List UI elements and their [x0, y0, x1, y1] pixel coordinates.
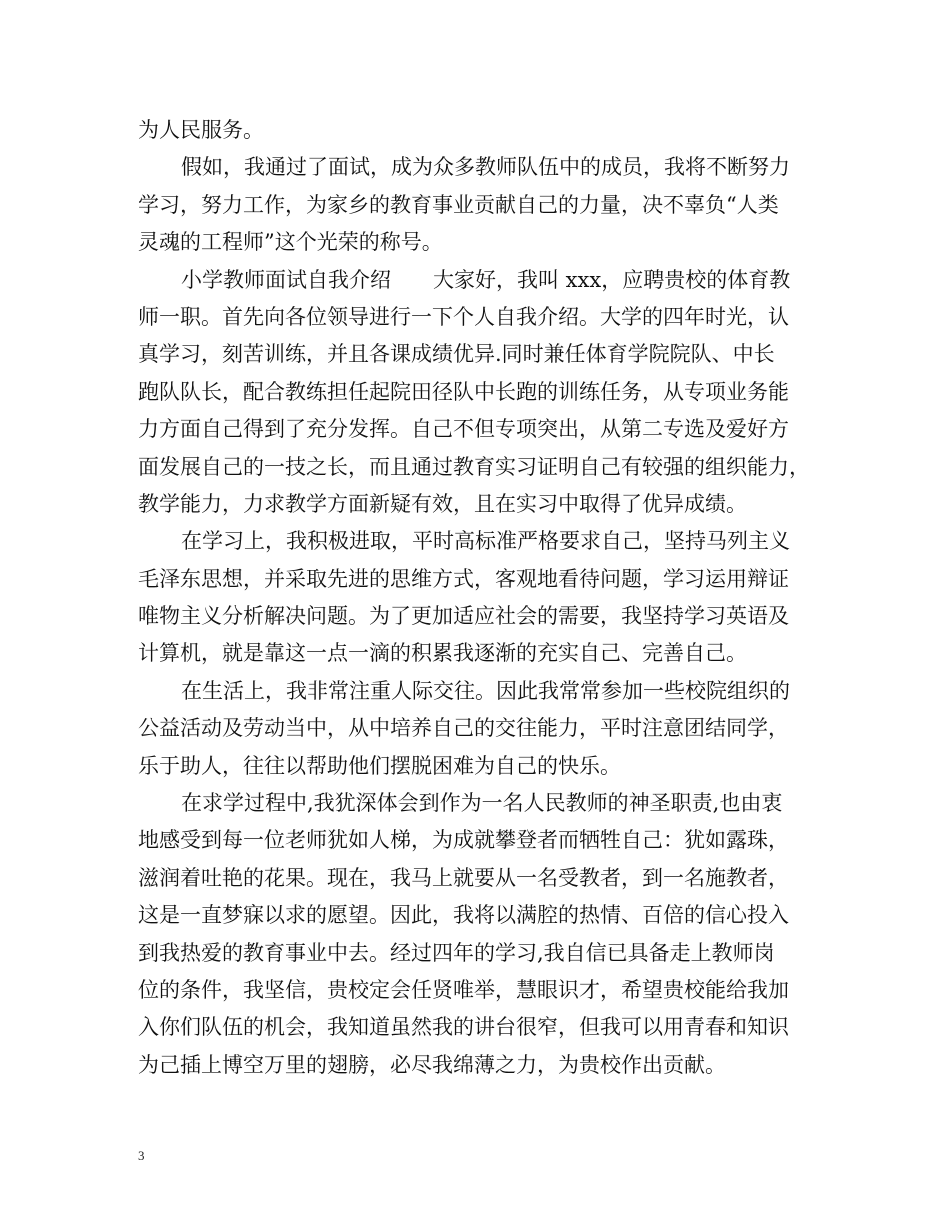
text-line: 面发展自己的一技之长，而且通过教育实习证明自己有较强的组织能力，: [138, 454, 810, 479]
text-line: 乐于助人，往往以帮助他们摆脱困难为自己的快乐。: [138, 753, 621, 778]
text-line: 位的条件，我坚信，贵校定会任贤唯举，慧眼识才，希望贵校能给我加: [138, 977, 789, 1002]
text-line: 学习，努力工作，为家乡的教育事业贡献自己的力量，决不辜负“人类: [138, 192, 779, 217]
text-line: 师一职。首先向各位领导进行一下个人自我介绍。大学的四年时光，认: [138, 304, 789, 329]
text-line: 滋润着吐艳的花果。现在，我马上就要从一名受教者，到一名施教者，: [138, 865, 789, 890]
text-line: 真学习，刻苦训练，并且各课成绩优异.同时兼任体育学院院队、中长: [138, 342, 775, 367]
text-line: 教学能力，力求教学方面新疑有效，且在实习中取得了优异成绩。: [138, 491, 747, 516]
text-line: 计算机，就是靠这一点一滴的积累我逐渐的充实自己、完善自己。: [138, 641, 747, 666]
text-line: 唯物主义分析解决问题。为了更加适应社会的需要，我坚持学习英语及: [138, 604, 789, 629]
text-line: 公益活动及劳动当中，从中培养自己的交往能力，平时注意团结同学，: [138, 716, 789, 741]
text-line: 在求学过程中,我犹深体会到作为一名人民教师的神圣职责,也由衷: [181, 791, 783, 816]
text-line: 灵魂的工程师”这个光荣的称号。: [138, 230, 443, 255]
text-line: 在生活上，我非常注重人际交往。因此我常常参加一些校院组织的: [181, 678, 790, 703]
text-line: 假如，我通过了面试，成为众多教师队伍中的成员，我将不断努力: [181, 155, 790, 180]
text-line: 到我热爱的教育事业中去。经过四年的学习,我自信已具备走上教师岗: [138, 940, 775, 965]
text-line: 这是一直梦寐以求的愿望。因此，我将以满腔的热情、百倍的信心投入: [138, 903, 789, 928]
text-line: 小学教师面试自我介绍 大家好，我叫 xxx，应聘贵校的体育教: [181, 267, 791, 292]
text-line: 地感受到每一位老师犹如人梯，为成就攀登者而牺牲自己：犹如露珠，: [138, 828, 789, 853]
page-number: 3: [138, 1148, 145, 1163]
text-line: 为人民服务。: [138, 118, 264, 142]
text-line: 为己插上博空万里的翅膀，必尽我绵薄之力，为贵校作出贡献。: [138, 1052, 726, 1077]
text-line: 在学习上，我积极进取，平时高标准严格要求自己，坚持马列主义: [181, 529, 790, 554]
text-line: 入你们队伍的机会，我知道虽然我的讲台很窄，但我可以用青春和知识: [138, 1015, 789, 1040]
document-body: [138, 112, 828, 1084]
text-line: 力方面自己得到了充分发挥。自己不但专项突出，从第二专选及爱好方: [138, 417, 789, 442]
text-line: 毛泽东思想，并采取先进的思维方式，客观地看待问题，学习运用辩证: [138, 566, 789, 591]
text-line: 跑队队长，配合教练担任起院田径队中长跑的训练任务，从专项业务能: [138, 379, 789, 404]
